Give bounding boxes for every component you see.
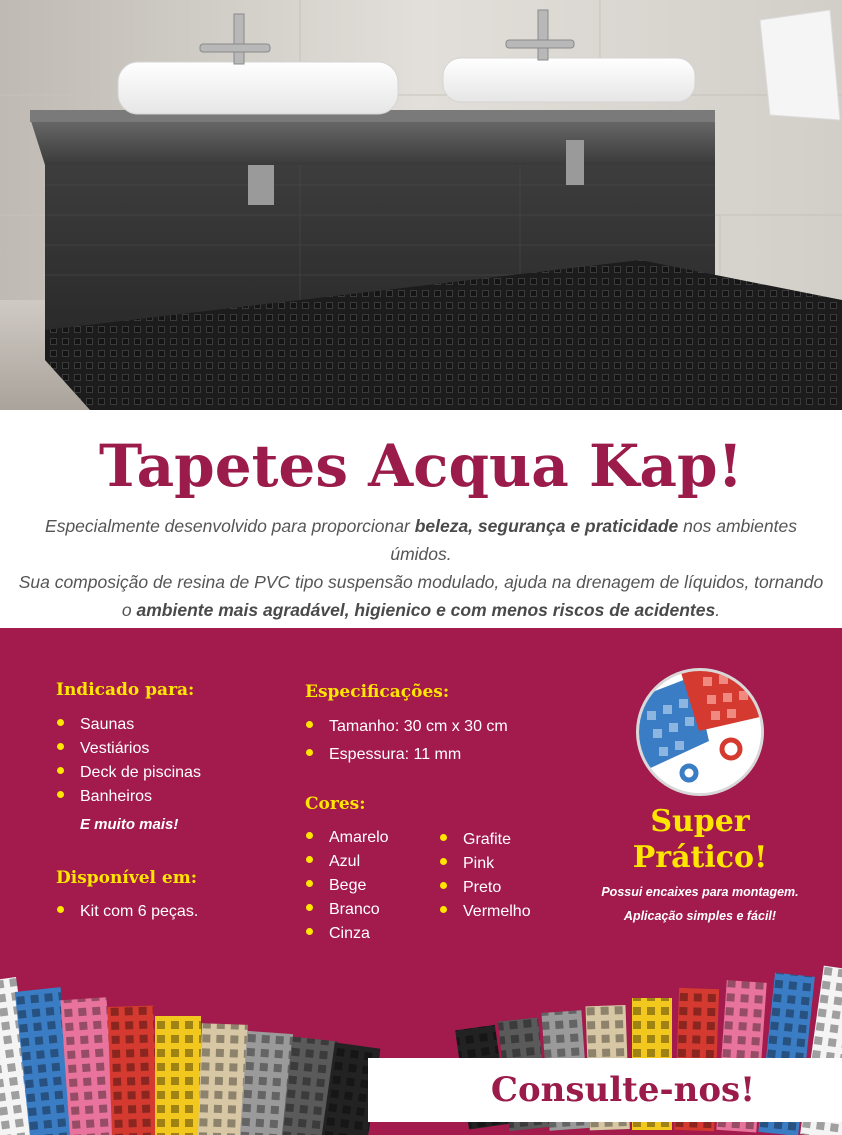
super-line-1: Super xyxy=(650,804,750,839)
list-item: Azul xyxy=(304,850,389,874)
contact-cta: Consulte-nos! xyxy=(490,1070,756,1110)
description-line-2: Sua composição de resina de PVC tipo suspensão modulado, ajuda na drenagem de líquidos, tornando xyxy=(18,572,824,592)
list-item: Branco xyxy=(304,898,389,922)
hero-bathroom-photo xyxy=(0,0,842,410)
especificacoes-heading: Especificações: xyxy=(305,682,450,702)
interlocking-tiles-illustration xyxy=(639,671,761,793)
super-pratico-subtext xyxy=(560,880,840,928)
intro-section xyxy=(0,410,842,628)
cores-heading: Cores: xyxy=(305,794,366,814)
list-item: Preto xyxy=(438,876,531,900)
disponivel-heading: Disponível em: xyxy=(56,868,197,888)
list-item: Bege xyxy=(304,874,389,898)
sub-line-1: Possui encaixes para montagem. xyxy=(601,885,799,899)
indicado-heading: Indicado para: xyxy=(56,680,195,700)
list-item: Grafite xyxy=(438,828,531,852)
tile-closeup-image xyxy=(636,668,764,796)
contact-banner xyxy=(368,1058,842,1122)
more-note: E muito mais! xyxy=(80,816,179,833)
list-item: Vermelho xyxy=(438,900,531,924)
sub-line-2: Aplicação simples e fácil! xyxy=(623,909,777,923)
bathroom-scene-illustration xyxy=(0,0,842,410)
list-item: Saunas xyxy=(55,713,201,737)
left-tile-fan xyxy=(0,977,380,1135)
list-item: Tamanho: 30 cm x 30 cm xyxy=(304,715,508,743)
cores-list-col1 xyxy=(304,826,389,946)
disponivel-list xyxy=(55,900,198,924)
list-item: Amarelo xyxy=(304,826,389,850)
indicado-list xyxy=(55,713,201,809)
list-item: Pink xyxy=(438,852,531,876)
description-line-3: o ambiente mais agradável, higienico e com menos riscos de acidentes. xyxy=(121,600,721,620)
list-item: Banheiros xyxy=(55,785,201,809)
cores-list-col2 xyxy=(438,828,531,924)
especificacoes-list xyxy=(304,715,508,767)
list-item: Espessura: 11 mm xyxy=(304,743,508,767)
list-item: Deck de piscinas xyxy=(55,761,201,785)
page-title: Tapetes Acqua Kap! xyxy=(98,432,743,500)
info-panel xyxy=(0,628,842,1135)
description-line-1: Especialmente desenvolvido para proporcionar beleza, segurança e praticidade nos ambientes úmidos. xyxy=(45,516,797,564)
super-line-2: Prático! xyxy=(632,840,768,875)
description xyxy=(18,512,824,624)
list-item: Cinza xyxy=(304,922,389,946)
list-item: Kit com 6 peças. xyxy=(55,900,198,924)
super-pratico-heading xyxy=(560,804,840,876)
list-item: Vestiários xyxy=(55,737,201,761)
